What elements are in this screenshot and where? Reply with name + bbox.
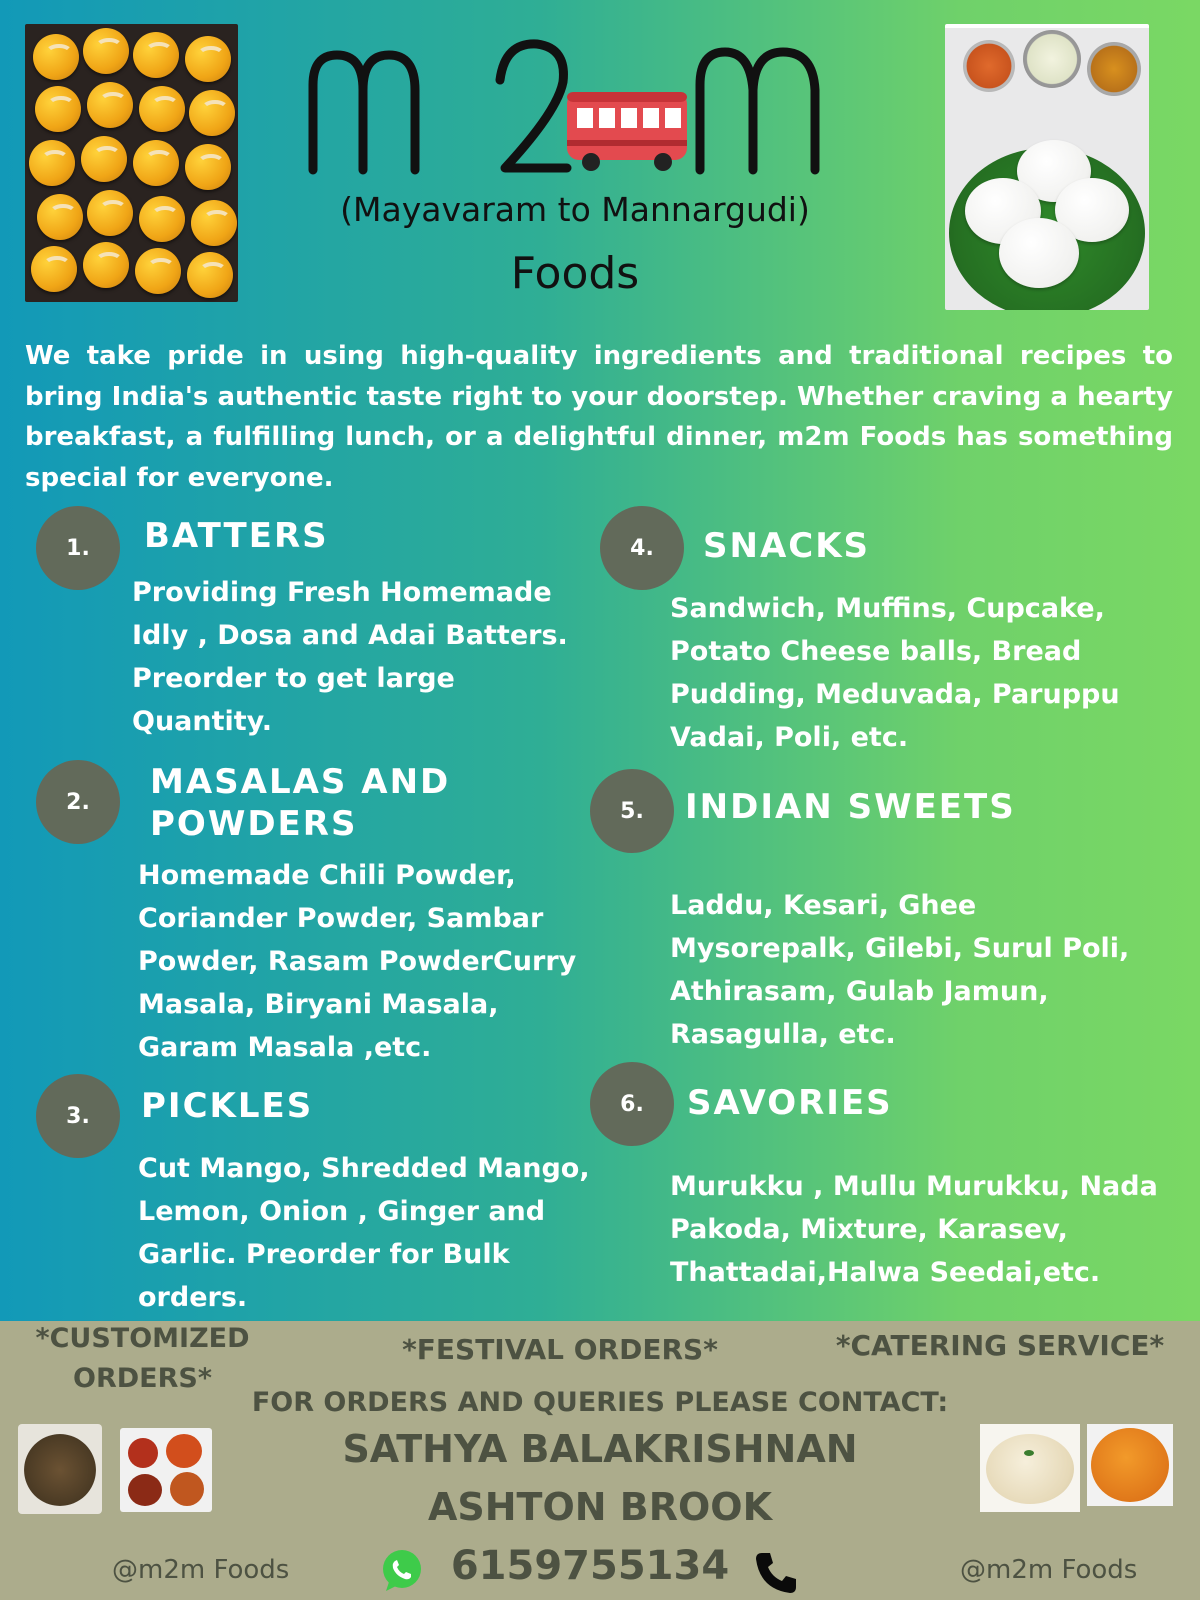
brand-subtitle: Foods xyxy=(510,248,640,299)
category-title: MASALAS AND xyxy=(150,762,451,802)
phone-number[interactable]: 6159755134 xyxy=(450,1543,730,1589)
pickles-thumbnail xyxy=(120,1428,212,1512)
category-description: Sandwich, Muffins, Cupcake, Potato Cheese balls, Bread Pudding, Meduvada, Paruppu Vadai, Poli, etc. xyxy=(670,593,1120,753)
laddu-sweet xyxy=(37,194,83,240)
laddu-sweet xyxy=(139,86,185,132)
bus-icon xyxy=(567,92,687,171)
category-description: Homemade Chili Powder, Coriander Powder, Sambar Powder, Rasam PowderCurry Masala, Biryani Masala, Garam Masala ,etc. xyxy=(138,860,577,1063)
footer-contact xyxy=(0,1321,1200,1600)
catering-service-label: *CATERING SERVICE* xyxy=(835,1329,1165,1362)
laddu-sweet xyxy=(187,252,233,298)
category-title-line2: POWDERS xyxy=(150,804,358,844)
laddu-sweet xyxy=(185,144,231,190)
category-number: 5. xyxy=(590,769,674,853)
laddu-sweet xyxy=(133,140,179,186)
laddu-photo xyxy=(25,24,238,302)
category-description: Laddu, Kesari, Ghee Mysorepalk, Gilebi, Surul Poli, Athirasam, Gulab Jamun, Rasagulla, etc. xyxy=(670,890,1130,1050)
laddu-sweet xyxy=(31,246,77,292)
laddu-sweet xyxy=(83,242,129,288)
category-title: SAVORIES xyxy=(687,1083,893,1123)
logo-wordmark xyxy=(305,30,865,190)
category-title: SNACKS xyxy=(703,526,871,566)
category-description: Cut Mango, Shredded Mango, Lemon, Onion , Ginger and Garlic. Preorder for Bulk orders. xyxy=(138,1153,590,1313)
laddu-sweet xyxy=(139,196,185,242)
category-number: 6. xyxy=(590,1062,674,1146)
kesari-thumbnail xyxy=(1087,1424,1173,1506)
intro-paragraph: We take pride in using high-quality ingredients and traditional recipes to bring India's authentic taste right to your doorstep. Whether craving a hearty breakfast, a fulfilling lunch, or a delightful dinner, m2m Foods has something special for everyone. xyxy=(25,341,1173,493)
laddu-sweet xyxy=(87,190,133,236)
laddu-sweet xyxy=(191,200,237,246)
whatsapp-icon[interactable] xyxy=(378,1547,426,1595)
category-title: BATTERS xyxy=(144,516,329,556)
customized-orders-label: *CUSTOMIZED ORDERS* xyxy=(35,1323,250,1394)
brand-logo xyxy=(305,30,880,315)
category-number: 1. xyxy=(36,506,120,590)
laddu-sweet xyxy=(135,248,181,294)
laddu-sweet xyxy=(133,32,179,78)
category-number: 4. xyxy=(600,506,684,590)
contact-name: SATHYA BALAKRISHNAN xyxy=(342,1427,858,1471)
contact-location: ASHTON BROOK xyxy=(427,1485,773,1529)
seeds-thumbnail xyxy=(18,1424,102,1514)
upma-thumbnail xyxy=(980,1424,1080,1512)
category-description: Providing Fresh Homemade Idly , Dosa and Adai Batters. Preorder to get large Quantity. xyxy=(132,577,568,737)
laddu-sweet xyxy=(81,136,127,182)
category-title: INDIAN SWEETS xyxy=(685,787,1016,827)
festival-orders-label: *FESTIVAL ORDERS* xyxy=(402,1333,718,1366)
laddu-sweet xyxy=(35,86,81,132)
laddu-sweet xyxy=(83,28,129,74)
laddu-sweet xyxy=(87,82,133,128)
laddu-sweet xyxy=(185,36,231,82)
contact-label: FOR ORDERS AND QUERIES PLEASE CONTACT: xyxy=(251,1387,949,1418)
laddu-sweet xyxy=(33,34,79,80)
brand-tagline: (Mayavaram to Mannargudi) xyxy=(340,190,810,229)
social-handle-right[interactable]: @m2m Foods xyxy=(960,1555,1138,1585)
category-number: 2. xyxy=(36,760,120,844)
laddu-sweet xyxy=(29,140,75,186)
category-number: 3. xyxy=(36,1074,120,1158)
laddu-sweet xyxy=(189,90,235,136)
phone-icon[interactable] xyxy=(752,1549,800,1597)
category-description: Murukku , Mullu Murukku, Nada Pakoda, Mixture, Karasev, Thattadai,Halwa Seedai,etc. xyxy=(670,1171,1158,1288)
category-title: PICKLES xyxy=(141,1086,314,1126)
idli-photo xyxy=(945,24,1149,310)
social-handle-left[interactable]: @m2m Foods xyxy=(112,1555,290,1585)
